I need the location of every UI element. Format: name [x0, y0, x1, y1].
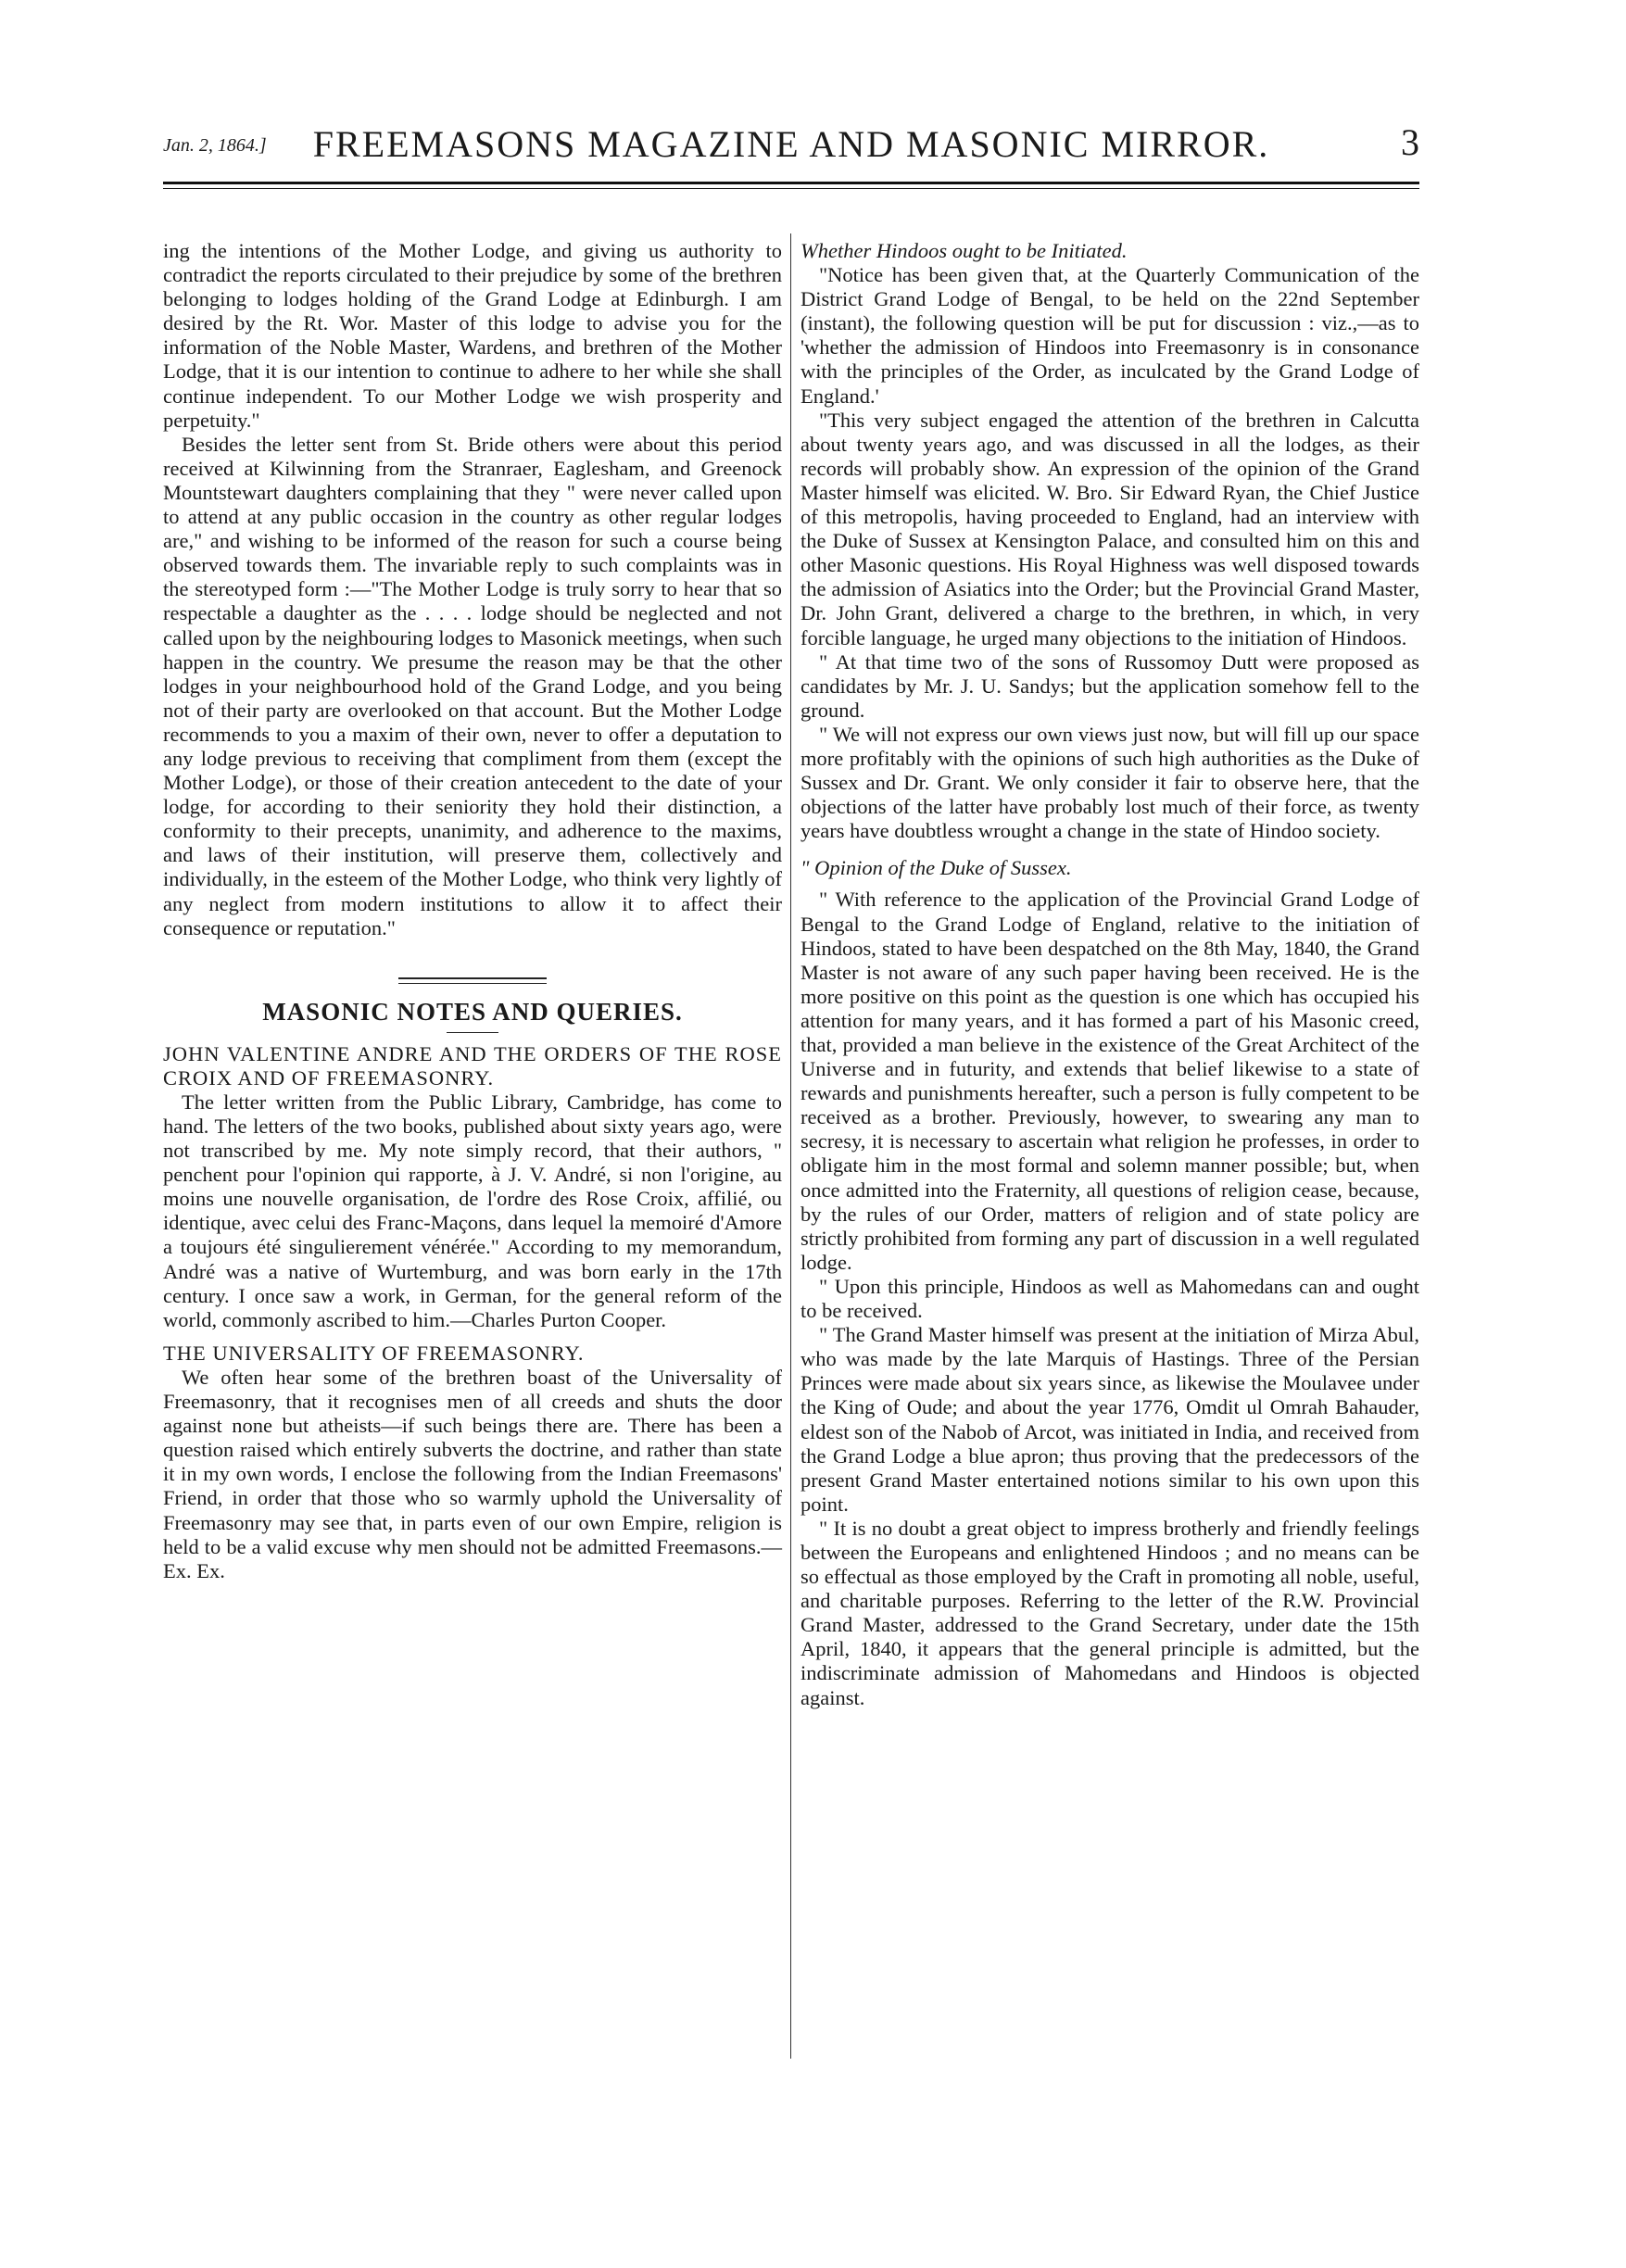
notice-paragraph: "Notice has been given that, at the Quarterly Communication of the District Grand Lodge of Bengal, to be held on the 22nd September (instant), the following question will be put for discussion : viz.,—as to 'whether the admission of Hindoos into Freemasonry is in consonance with the principles of the Order, as inculcated by the Grand Lodge of England.'	[800, 263, 1419, 408]
right-column	[800, 239, 1419, 1710]
query-text-universality: We often hear some of the brethren boast of the Universality of Freemasonry, that it recognises men of all creeds and shuts the door against none but atheists—if such beings there are. There has been a question raised which entirely subverts the doctrine, and rather than state it in my own words, I enclose the following from the Indian Freemasons' Friend, in order that those who so warmly uphold the Universality of Freemasonry may see that, in parts even of our own Empire, religion is held to be a valid excuse why men should not be admitted Freemasons.—Ex. Ex.	[163, 1365, 782, 1582]
header-rule-thick	[163, 182, 1419, 184]
query-text-andre: The letter written from the Public Library, Cambridge, has come to hand. The letters of the two books, published about sixty years ago, were not transcribed by me. My note simply record, that their authors, " penchent pour l'opinion qui rapporte, à J. V. André, si non l'origine, au moins une nouvelle organisation, de l'ordre des Rose Croix, affilié, ou identique, avec celui des Franc-Maçons, dans lequel la memoiré d'Amore a toujours été singulierement vénérée." According to my memorandum, André was a native of Wurtemburg, and was born early in the 17th century. I once saw a work, in German, for the general reform of the world, commonly ascribed to him.—Charles Purton Cooper.	[163, 1090, 782, 1331]
query-heading-andre: JOHN VALENTINE ANDRE AND THE ORDERS OF THE ROSE CROIX AND OF FREEMASONRY.	[163, 1041, 782, 1090]
column-divider	[790, 233, 791, 2059]
left-column	[163, 239, 782, 1583]
letter-continuation-paragraph: ing the intentions of the Mother Lodge, and giving us authority to contradict the reports circulated to their prejudice by some of the brethren belonging to lodges holding of the Grand Lodge at Edinburgh. I am desired by the Rt. Wor. Master of this lodge to advise you for the information of the Noble Master, Wardens, and brethren of the Mother Lodge, that it is our intention to continue to adhere to her while she shall continue independent. To our Mother Lodge we wish prosperity and perpetuity."	[163, 239, 782, 432]
principle-paragraph: " Upon this principle, Hindoos as well as Mahomedans can and ought to be received.	[800, 1274, 1419, 1323]
running-header	[163, 117, 1419, 172]
reference-paragraph: " With reference to the application of the Provincial Grand Lodge of Bengal to the Grand Lodge of England, relative to the initiation of Hindoos, stated to have been despatched on the 8th May, 1840, the Grand Master is not aware of any such paper having been received. He is the more positive on this point as the question is one which has occupied his attention for many years, and it has formed a part of his Masonic creed, that, provided a man believe in the existence of the Great Architect of the Universe and in futurity, and extends that belief likewise to a state of rewards and punishments hereafter, such a person is fully competent to be received as a brother. Previously, however, to swearing any man to secresy, it is necessary to ascertain what religion he professes, in order to obligate him in the most formal and solemn manner possible; but, when once admitted into the Fraternity, all questions of religion cease, because, by the rules of our Order, matters of religion and of state policy are strictly prohibited from forming any part of discussion in a well regulated lodge.	[800, 888, 1419, 1274]
russomoy-paragraph: " At that time two of the sons of Russomoy Dutt were proposed as candidates by Mr. J. U. Sandys; but the application somehow fell to the ground.	[800, 649, 1419, 722]
heading-opinion-sussex: " Opinion of the Duke of Sussex.	[800, 856, 1072, 880]
calcutta-paragraph: "This very subject engaged the attention of the brethren in Calcutta about twenty years ago, and was discussed in all the lodges, as their records will probably show. An expression of the opinion of the Grand Master himself was elicited. W. Bro. Sir Edward Ryan, the Chief Justice of this metropolis, having proceeded to England, had an interview with the Duke of Sussex at Kensington Palace, and consulted him on this and other Masonic questions. His Royal Highness was well disposed towards the admission of Asiatics into the Order; but the Provincial Grand Master, Dr. John Grant, delivered a charge to the brethren, in which, in very forcible language, he urged many objections to the initiation of Hindoos.	[800, 408, 1419, 649]
title-underline	[447, 1032, 498, 1033]
section-title: MASONIC NOTES AND QUERIES.	[262, 997, 683, 1026]
views-paragraph: " We will not express our own views just now, but will fill up our space more profitably with the opinions of such high authorities as the Duke of Sussex and Dr. Grant. We only consider it fair to observe here, that the objections of the latter have probably lost much of their force, as twenty years have doubtless wrought a change in the state of Hindoo society.	[800, 722, 1419, 843]
issue-date: Jan. 2, 1864.]	[163, 135, 267, 156]
page-number: 3	[1401, 121, 1419, 163]
initiation-history-paragraph: " The Grand Master himself was present at the initiation of Mirza Abul, who was made by the late Marquis of Hastings. Three of the Persian Princes were made about six years since, as likewise the Moulavee under the King of Oude; and about the year 1776, Omdit ul Omrah Bahauder, eldest son of the Nabob of Arcot, was initiated in India, and received from the Grand Lodge a blue apron; thus proving that the predecessors of the present Grand Master entertained notions similar to his own upon this point.	[800, 1323, 1419, 1516]
section-separator	[398, 977, 547, 984]
query-heading-universality: THE UNIVERSALITY OF FREEMASONRY.	[163, 1341, 585, 1365]
magazine-title: FREEMASONS MAGAZINE AND MASONIC MIRROR.	[312, 123, 1270, 165]
heading-hindoos-initiated: Whether Hindoos ought to be Initiated.	[800, 239, 1128, 262]
header-rule-thin	[163, 188, 1419, 189]
besides-letter-paragraph: Besides the letter sent from St. Bride others were about this period received at Kilwinning from the Stranraer, Eaglesham, and Greenock Mountstewart daughters complaining that they " were never called upon to attend at any public occasion in the country as other regular lodges are," and wishing to be informed of the reason for such a course being observed towards them. The invariable reply to such complaints was in the stereotyped form :—"The Mother Lodge is truly sorry to hear that so respectable a daughter as the . . . . lodge should be neglected and not called upon by the neighbouring lodges to Masonick meetings, when such happen in the country. We presume the reason may be that the other lodges in your neighbourhood hold of the Grand Lodge, and you being not of their party are overlooked on that account. But the Mother Lodge recommends to you a maxim of their own, never to offer a deputation to any lodge previous to receiving that compliment from them (except the Mother Lodge), or those of their creation antecedent to the date of your lodge, for according to their seniority they hold their distinction, a conformity to their precepts, unanimity, and adherence to the maxims, and laws of their institution, will preserve them, collectively and individually, in the esteem of the Mother Lodge, who think very lightly of any neglect from modern institutions to allow it to affect their consequence or reputation."	[163, 432, 782, 939]
brotherly-feelings-paragraph: " It is no doubt a great object to impress brotherly and friendly feelings between the Europeans and enlightened Hindoos ; and no means can be so effectual as those employed by the Craft in promoting all noble, useful, and charitable purposes. Referring to the letter of the R.W. Provincial Grand Master, addressed to the Grand Secretary, under date the 15th April, 1840, it appears that the general principle is admitted, but the indiscriminate admission of Mahomedans and Hindoos is objected against.	[800, 1516, 1419, 1709]
